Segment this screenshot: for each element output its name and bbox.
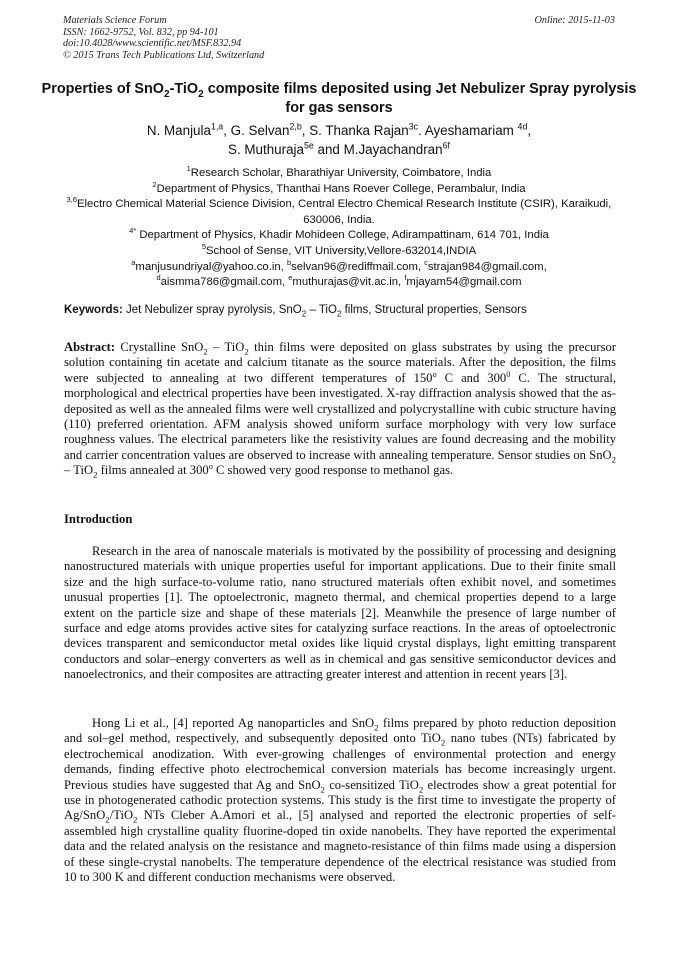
email-sup: d: [156, 273, 161, 283]
journal-name: Materials Science Forum: [63, 15, 167, 26]
keywords-text: – TiO: [306, 304, 337, 316]
paragraph-sub: 2: [320, 784, 325, 795]
author-sup: 1,a: [210, 121, 224, 132]
affiliation: [50, 166, 628, 182]
author-name: N. Manjula: [146, 123, 211, 138]
abstract-sup: o: [208, 462, 213, 472]
affiliation-sup: 5: [201, 242, 206, 252]
author-sep: ,: [223, 123, 231, 138]
abstract-text: thin films were deposited on glass substrates by using the precursor solution containing tin acetate and calcium titanate as the source materials. After the deposition, the films were subjected to annealing at two different temperatures of 150: [64, 340, 616, 385]
paragraph-sub: 2: [440, 737, 446, 748]
affiliation: [50, 244, 628, 260]
abstract-label: Abstract:: [64, 340, 116, 354]
keywords-label: Keywords:: [64, 304, 123, 316]
author-name: S. Muthuraja: [228, 141, 304, 157]
paragraph-text: Hong Li et al., [4] reported Ag nanoparticles and SnO: [92, 716, 375, 730]
email-line: [50, 275, 628, 291]
paragraph: [64, 716, 616, 885]
abstract-sub: 2: [611, 454, 616, 465]
author-sep: ,: [527, 123, 532, 138]
paragraph-text: co-sensitized TiO: [324, 777, 419, 792]
issn-line: ISSN: 1662-9752, Vol. 832, pp 94-101: [63, 26, 219, 38]
abstract-text: – TiO: [64, 463, 94, 478]
affiliation-text: School of Sense, VIT University,Vellore-632014,INDIA: [205, 244, 477, 257]
title-part: Properties of SnO: [41, 81, 164, 97]
author-sup: 5e: [303, 140, 314, 151]
abstract-text: films annealed at 300: [97, 463, 209, 478]
abstract-text: – TiO: [207, 340, 245, 354]
keywords: [64, 302, 616, 318]
author-sup: 3c: [408, 121, 419, 132]
affiliation-sup: 3,6: [66, 195, 78, 205]
online-date: Online: 2015-11-03: [534, 15, 615, 26]
title-subscript: 2: [163, 88, 170, 100]
title-part: -TiO: [169, 81, 199, 97]
affiliation-text: Department of Physics, Thanthai Hans Roever College, Perambalur, India: [156, 182, 526, 195]
affiliation-text: Department of Physics, Khadir Mohideen College, Adirampattinam, 614 701, India: [136, 229, 549, 242]
affiliation: [50, 197, 628, 228]
email-link[interactable]: mjayam54@gmail.com: [406, 276, 522, 289]
affiliations: [50, 166, 628, 291]
affiliation-sup: 4*: [129, 226, 137, 236]
author-name: Ayeshamariam: [424, 123, 518, 138]
title-part: composite films deposited using Jet Nebulizer Spray pyrolysis for gas sensors: [203, 81, 637, 116]
email-sup: c: [424, 257, 428, 267]
paragraph: Research in the area of nanoscale materials is motivated by the possibility of processing and designing nanostructured materials with unique properties useful for important applications. Due to their finite small size and the high surface-to-volume ratio, nano structured materials often exhibit novel, and sometimes unusual properties [1]. The optoelectronic, magneto thermal, and chemical properties depend to a large extent on the particle size and shape of these materials [2]. Meanwhile the presence of large number of surface and edge atoms provides active sites for catalyzing surface reactions. In the areas of optoelectronic devices transparent and semiconductor metal oxides like liquid crystal displays, light emitting transparent conductors and solar–energy converters as well as in chemical and gas sensitive semiconductor devices and nanoelectronics, and their composites are attracting greater interest and attention in recent years [3].: [64, 544, 616, 682]
author-list: [30, 122, 648, 159]
paragraph-sub: 2: [105, 814, 110, 825]
paragraph-sub: 2: [133, 814, 138, 825]
doi-line: doi:10.4028/www.scientific.net/MSF.832.94: [63, 38, 242, 50]
keywords-sub: 2: [336, 309, 342, 319]
author-sep: ,: [301, 123, 310, 138]
author-sup: 6f: [442, 140, 450, 151]
author-sep: and: [313, 141, 344, 157]
email-line: [50, 257, 628, 276]
email-sup: f: [404, 273, 407, 283]
title-subscript: 2: [198, 88, 204, 100]
email-sup: a: [131, 257, 136, 267]
abstract-text: C and 300: [436, 370, 507, 385]
paragraph-text: electrodes show a great potential for use in photogenerated cathodic protection systems. This study is the first time to investigate the property of Ag/SnO: [64, 777, 617, 823]
email-link[interactable]: aismma786@gmail.com,: [160, 276, 289, 289]
keywords-text: Jet Nebulizer spray pyrolysis, SnO: [122, 304, 302, 316]
paragraph-sub: 2: [374, 722, 379, 733]
abstract-text: C showed very good response to methanol gas.: [212, 463, 454, 478]
author-sep: .: [418, 123, 425, 138]
affiliation-text: Electro Chemical Material Science Division, Central Electro Chemical Research Institute (CSIR), Karaikudi, 630006, India.: [77, 198, 612, 226]
paper-title: [40, 80, 638, 117]
email-link[interactable]: strajan984@gmail.com,: [427, 260, 547, 273]
abstract-sup: o: [432, 369, 437, 379]
email-link[interactable]: muthurajas@vit.ac.in,: [292, 276, 405, 289]
copyright-line: © 2015 Trans Tech Publications Ltd, Switzerland: [63, 49, 265, 61]
affiliation: [50, 179, 628, 198]
keywords-text: films, Structural properties, Sensors: [341, 304, 527, 316]
email-link[interactable]: selvan96@rediffmail.com,: [291, 260, 425, 273]
author-sup: 4d: [517, 121, 528, 132]
abstract-sup: 0: [506, 369, 511, 379]
abstract-text: Crystalline SnO: [115, 340, 204, 354]
journal-header: [63, 15, 615, 61]
email-sup: e: [288, 273, 293, 283]
affiliation-sup: 2: [152, 179, 157, 189]
abstract-sub: 2: [244, 346, 249, 357]
paragraph-text: /TiO: [109, 808, 134, 823]
paragraph-text: nano tubes (NTs) fabricated by electrochemical anodization. With ever-growing challenges of environmental protection and energy demands, finding effective photo electrochemical conversion materials has become increasingly urgent. Previous studies have suggested that Ag and SnO: [64, 731, 616, 792]
paragraph-text: NTs Cleber A.Amori et al., [5] analysed and reported the electronic properties of self-assembled high crystalline quality fluorine-doped tin oxide nanobelts. They have reported the experimental data and the related analysis on the resistance and magneto-resistance of thin films made using a dispersion of these single-crystal nanobelts. The temperature dependence of the electrical resistance was studied from 10 to 300 K and different conduction mechanisms were observed.: [64, 808, 616, 885]
section-heading: Introduction: [64, 512, 133, 526]
abstract: [64, 340, 616, 479]
keywords-sub: 2: [301, 309, 307, 319]
author-sup: 2,b: [289, 121, 302, 132]
affiliation-text: Research Scholar, Bharathiyar University, Coimbatore, India: [190, 167, 492, 179]
affiliation-sup: 1: [186, 164, 191, 174]
author-name: G. Selvan: [230, 123, 290, 138]
email-link[interactable]: manjusundriyal@yahoo.co.in,: [135, 260, 287, 273]
abstract-text: C. The structural, morphological and electrical properties have been investigated. X-ray diffraction analysis showed that the as-deposited as well as the annealed films were well crystallized and polycrystalline with cubic structure having (110) preferred orientation. AFM analysis showed uniform surface morphology with very low surface roughness values. The electrical parameters like the resistivity values are found decreasing and the mobility and carrier concentration values are observed to increase with annealing temperature. Sensor studies on SnO: [64, 370, 617, 462]
author-name: M.Jayachandran: [343, 141, 443, 157]
email-sup: b: [286, 257, 292, 267]
affiliation: [50, 228, 628, 244]
author-name: S. Thanka Rajan: [309, 123, 409, 138]
paragraph-sub: 2: [418, 784, 424, 795]
abstract-sub: 2: [203, 346, 208, 357]
abstract-sub: 2: [93, 469, 98, 480]
paragraph-text: films prepared by photo reduction deposition and sol–gel method, respectively, and subsequently deposited onto TiO: [64, 716, 616, 746]
